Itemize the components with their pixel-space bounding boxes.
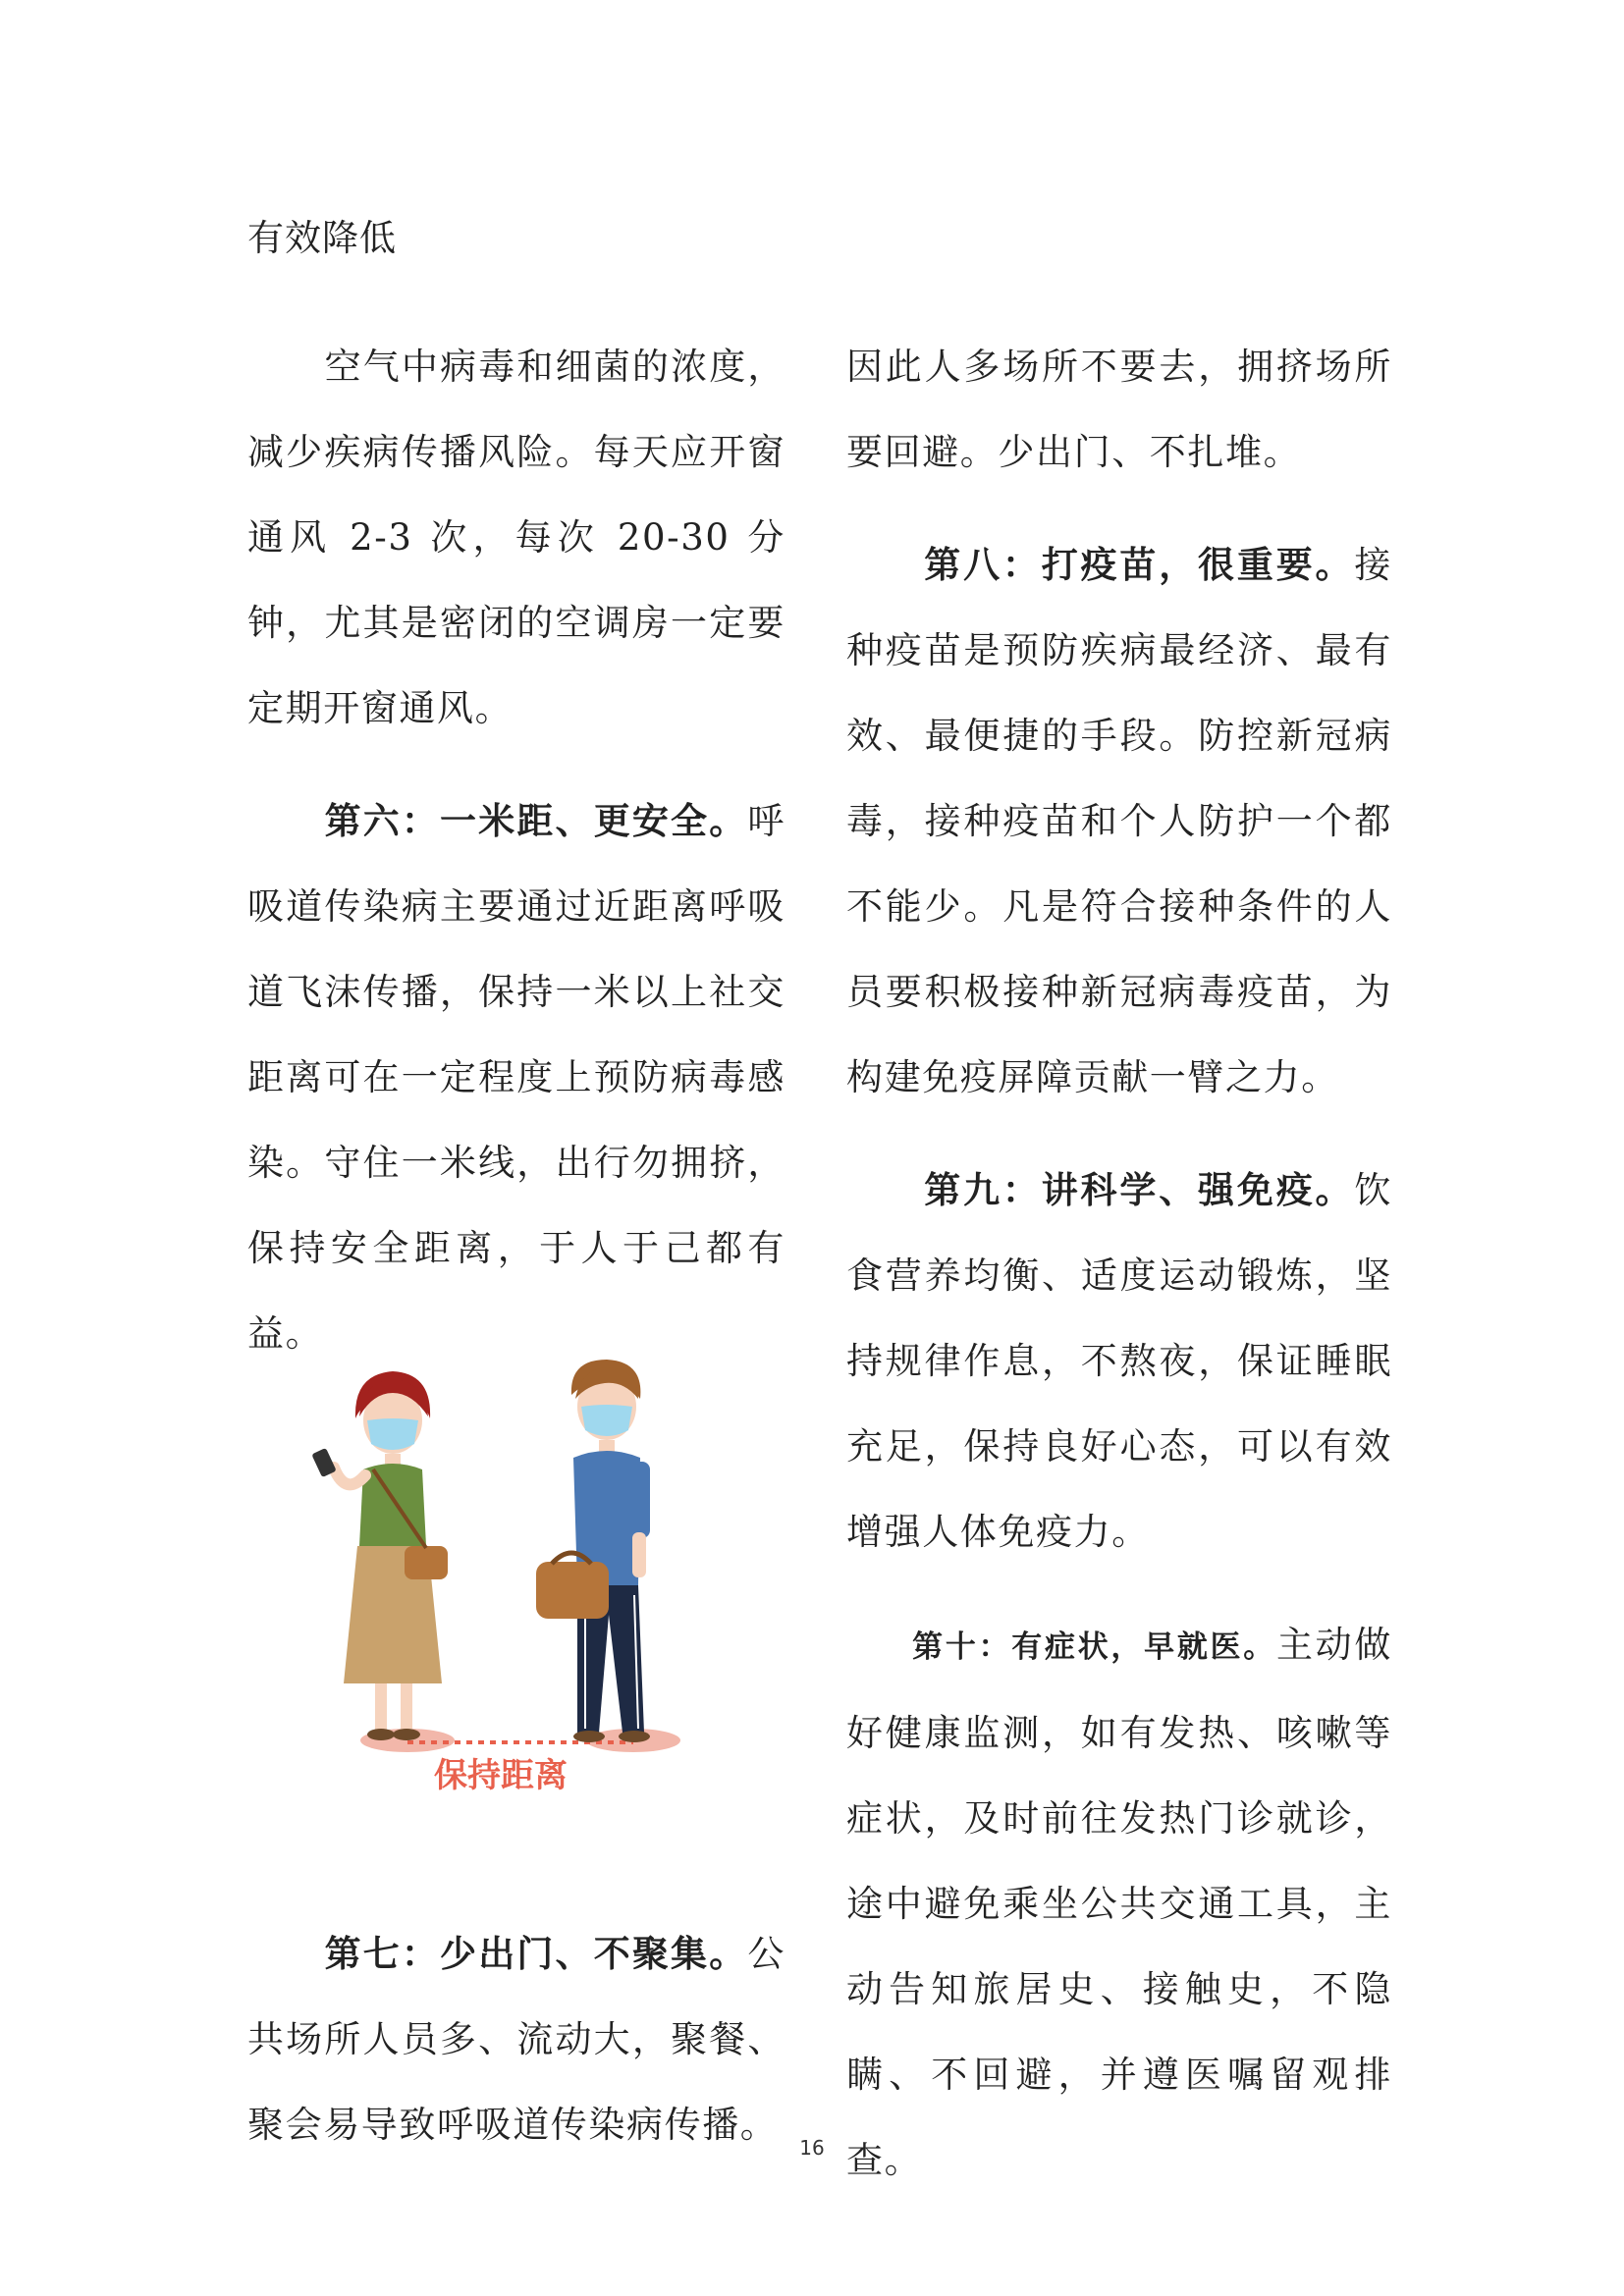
woman-figure	[311, 1371, 448, 1740]
paragraph-avoid-crowds	[846, 324, 1392, 495]
paragraph-heading: 第十：有症状，早就医。	[911, 1629, 1276, 1665]
paragraph-heading: 第六：一米距、更安全。	[324, 800, 748, 842]
paragraph-heading: 第七：少出门、不聚集。	[324, 1933, 748, 1975]
paragraph-no-gathering	[247, 1911, 785, 2167]
keep-distance-caption: 保持距离	[434, 1756, 568, 1795]
lead-line: 有效降低	[247, 217, 397, 259]
left-column	[247, 324, 785, 2167]
right-column	[846, 324, 1392, 2203]
paragraph-ventilation	[247, 324, 785, 751]
paragraph-distance	[247, 778, 785, 1376]
paragraph-text: 饮食营养均衡、适度运动锻炼，坚持规律作息，不熬夜，保证睡眠充足，保持良好心态，可以有效增强人体免疫力。	[846, 1169, 1392, 1553]
paragraph-seek-medical-care	[846, 1602, 1392, 2203]
paragraph-heading: 第八：打疫苗，很重要。	[923, 544, 1355, 586]
paragraph-heading: 第九：讲科学、强免疫。	[923, 1169, 1355, 1211]
paragraph-text: 因此人多场所不要去，拥挤场所要回避。少出门、不扎堆。	[846, 346, 1392, 473]
paragraph-immunity	[846, 1148, 1392, 1575]
page-number: 16	[799, 2136, 825, 2160]
shoulder-bag	[405, 1546, 448, 1579]
hand-bag	[536, 1562, 609, 1619]
paragraph-text: 主动做好健康监测，如有发热、咳嗽等症状，及时前往发热门诊就诊，途中避免乘坐公共交通工具，主动告知旅居史、接触史，不隐瞒、不回避，并遵医嘱留观排查。	[846, 1624, 1392, 2181]
keep-distance-illustration	[295, 1360, 707, 1801]
man-figure	[536, 1360, 650, 1742]
paragraph-text: 呼吸道传染病主要通过近距离呼吸道飞沫传播，保持一米以上社交距离可在一定程度上预防病毒感染。守住一米线，出行勿拥挤，保持安全距离，于人于己都有益。	[247, 800, 785, 1355]
paragraph-text: 空气中病毒和细菌的浓度，减少疾病传播风险。每天应开窗通风 2-3 次，每次 20-30 分钟，尤其是密闭的空调房一定要定期开窗通风。	[247, 346, 785, 729]
paragraph-vaccination	[846, 522, 1392, 1120]
paragraph-text: 接种疫苗是预防疾病最经济、最有效、最便捷的手段。防控新冠病毒，接种疫苗和个人防护一个都不能少。凡是符合接种条件的人员要积极接种新冠病毒疫苗，为构建免疫屏障贡献一臂之力。	[846, 544, 1392, 1098]
paragraph-text: 公共场所人员多、流动大，聚餐、聚会易导致呼吸道传染病传播。	[247, 1933, 785, 2146]
